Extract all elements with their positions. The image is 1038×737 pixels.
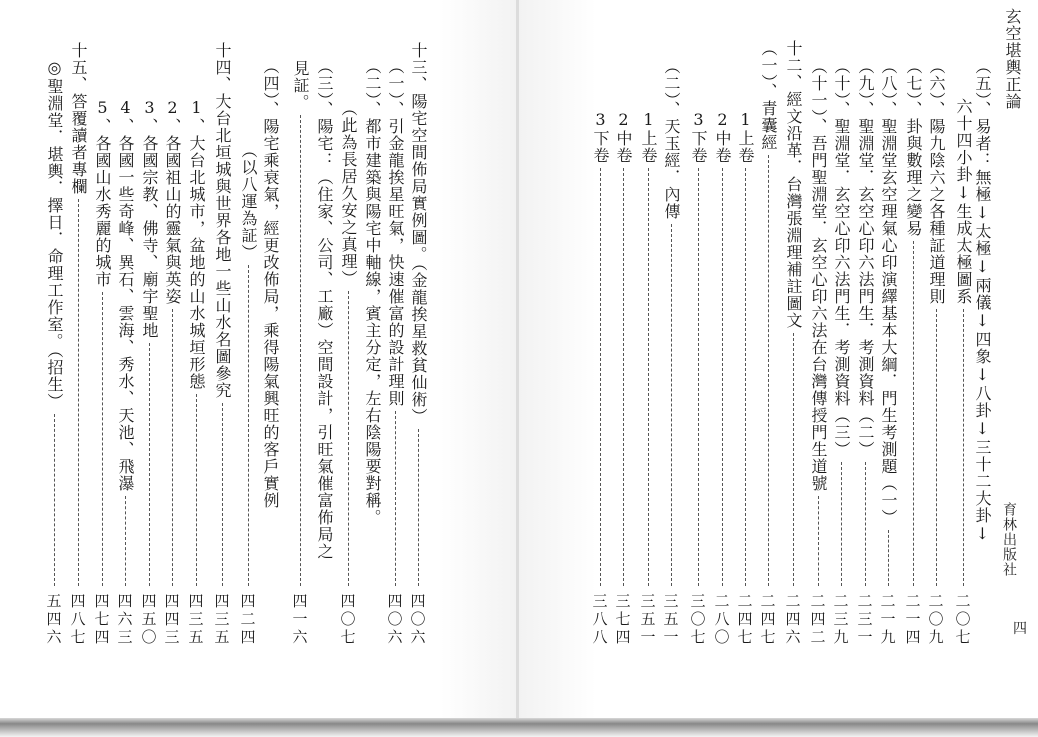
right-entry-14 <box>663 58 679 220</box>
left-entry-10 <box>188 98 204 390</box>
entry-title: 十二、經文沿革．台灣張淵理補註圖文 <box>784 40 803 329</box>
entry-title: 十五、答覆讀者專欄 <box>69 42 88 195</box>
left-entry-9 <box>214 42 230 399</box>
page-number: 三 〇 七 <box>690 592 706 646</box>
leader-dots <box>125 496 126 586</box>
leader-dots <box>196 394 197 586</box>
page-number: 四 五 〇 <box>141 592 157 646</box>
page-number: 四 二 四 <box>240 592 256 646</box>
entry-title: 十四、大台北垣城與世界各地一些山水名圖參究 <box>213 42 232 399</box>
entry-title: （五）、易者：無極↓太極↓兩儀↓四象↓八卦↓三十二大卦↓ <box>973 58 992 544</box>
leader-dots <box>865 462 866 586</box>
leader-dots <box>78 199 79 586</box>
entry-title: 5、各國山水秀麗的城市 <box>93 98 112 288</box>
right-entry-4 <box>905 58 921 237</box>
page-number: 四 七 四 <box>94 592 110 646</box>
leader-dots <box>648 168 649 586</box>
entry-title: ◎聖淵堂．堪輿．擇日．命理工作室。（招生） <box>45 58 64 410</box>
entry-title: 4、各國一些奇峰、異石、雲海、秀水、天池、飛瀑 <box>116 98 135 492</box>
book-title: 玄空堪輿正論 <box>1003 8 1022 110</box>
leader-dots <box>395 411 396 586</box>
left-entry-16 <box>46 58 62 410</box>
page-number: 二 三 一 <box>857 592 873 646</box>
page-number: 四 一 六 <box>292 592 308 646</box>
entry-title: （二）、都市建築與陽宅中軸線，賓主分定，左右陰陽要對稱。 <box>363 58 382 526</box>
entry-title: 見証。 <box>291 60 310 111</box>
entry-title: （三）、陽宅：（住家、公司、工廠）空間設計，引旺氣催富佈局之 <box>315 58 334 560</box>
page-number: 二 〇 九 <box>928 592 944 646</box>
right-entry-8 <box>810 58 826 492</box>
page-number: 四 四 三 <box>164 592 180 646</box>
leader-dots <box>300 115 301 586</box>
left-entry-15 <box>70 42 86 195</box>
page-number: 四 〇 七 <box>340 592 356 646</box>
entry-title: （一）、引金龍挨星旺氣，快速催富的設計理則 <box>386 58 405 407</box>
left-entry-2 <box>387 58 403 407</box>
entry-title: （以八運為証） <box>239 142 258 261</box>
right-entry-11 <box>737 110 753 164</box>
left-entry-13 <box>117 98 133 492</box>
entry-title: （二）、天玉經．內傳 <box>662 58 681 220</box>
entry-title: 3、各國宗教、佛寺、廟宇聖地 <box>140 98 159 339</box>
leader-dots <box>936 309 937 586</box>
left-entry-14 <box>94 98 110 288</box>
leader-dots <box>963 309 964 586</box>
page-number: 二 四 七 <box>760 592 776 646</box>
leader-dots <box>600 168 601 586</box>
left-entry-4 <box>340 100 356 287</box>
right-entry-6 <box>857 58 873 458</box>
page-number: 四 〇 六 <box>410 592 426 646</box>
leader-dots <box>671 224 672 586</box>
entry-title: （四）、陽宅乘衰氣，經更改佈局，乘得陽氣興旺的客戶實例 <box>261 58 280 509</box>
leader-dots <box>913 241 914 586</box>
entry-title: （此為長居久安之真理） <box>339 100 358 287</box>
page-number: 二 三 九 <box>833 592 849 646</box>
leader-dots <box>102 292 103 586</box>
leader-dots <box>698 168 699 586</box>
right-entry-10 <box>760 40 776 151</box>
left-entry-1 <box>410 42 426 425</box>
right-entry-9 <box>785 40 801 329</box>
book-gutter <box>516 0 519 737</box>
page-number: 四 三 五 <box>188 592 204 646</box>
leader-dots <box>149 343 150 586</box>
page-number: 二 一 九 <box>880 592 896 646</box>
page-number: 四 三 五 <box>214 592 230 646</box>
left-entry-5 <box>316 58 332 560</box>
right-entry-2 <box>955 98 971 305</box>
right-entry-5 <box>880 58 896 526</box>
right-entry-15 <box>640 110 656 164</box>
leader-dots <box>841 462 842 586</box>
page-number: 二 八 〇 <box>714 592 730 646</box>
leader-dots <box>418 429 419 586</box>
right-entry-13 <box>690 110 706 164</box>
entry-title: 1上卷 <box>639 110 658 164</box>
left-entry-12 <box>141 98 157 339</box>
entry-title: 2中卷 <box>614 110 633 164</box>
right-entry-12 <box>714 110 730 164</box>
entry-title: （八）、聖淵堂玄空理氣心印演繹基本大綱．門生考測題（一） <box>879 58 898 526</box>
page-number: 三 七 四 <box>615 592 631 646</box>
page-number: 二 四 七 <box>737 592 753 646</box>
page-number: 四 六 三 <box>117 592 133 646</box>
publisher-name: 育林出版社 <box>1001 502 1017 577</box>
right-entry-16 <box>615 110 631 164</box>
right-entry-3 <box>928 58 944 305</box>
left-entry-3 <box>364 58 380 526</box>
entry-title: 2中卷 <box>713 110 732 164</box>
left-entry-11 <box>164 98 180 305</box>
left-entry-6 <box>292 60 308 111</box>
right-entry-7 <box>833 58 849 458</box>
page-bottom-edge <box>0 718 1038 737</box>
right-entry-1 <box>974 58 990 544</box>
entry-title: （十一）、吾門聖淵堂．玄空心印六法在台灣傳授門生道號 <box>809 58 828 492</box>
entry-title: 3下卷 <box>689 110 708 164</box>
left-entry-7 <box>262 58 278 509</box>
entry-title: 六十四小卦↓生成太極圖系 <box>954 98 973 305</box>
page-number: 四 八 七 <box>70 592 86 646</box>
page-number: 三 八 八 <box>592 592 608 646</box>
leader-dots <box>722 168 723 586</box>
page-number: 二 〇 七 <box>955 592 971 646</box>
leader-dots <box>54 414 55 586</box>
entry-title: 1、大台北城市，盆地的山水城垣形態 <box>187 98 206 390</box>
page-number: 三 五 一 <box>663 592 679 646</box>
leader-dots <box>623 168 624 586</box>
entry-title: （一）、青囊經 <box>759 40 778 151</box>
leader-dots <box>248 265 249 586</box>
entry-title: （十）、聖淵堂．玄空心印六法門生．考測資料（三） <box>832 58 851 458</box>
entry-title: （七）、卦與數理之變易 <box>904 58 923 237</box>
leader-dots <box>888 530 889 586</box>
entry-title: （六）、陽九陰六之各種証道理則 <box>927 58 946 305</box>
page-number: 二 四 六 <box>785 592 801 646</box>
left-entry-8 <box>240 142 256 261</box>
entry-title: 2、各國祖山的靈氣與英姿 <box>163 98 182 305</box>
entry-title: 1上卷 <box>736 110 755 164</box>
entry-title: 3下卷 <box>591 110 610 164</box>
leader-dots <box>348 291 349 586</box>
leader-dots <box>745 168 746 586</box>
leader-dots <box>768 155 769 586</box>
leader-dots <box>793 333 794 586</box>
page-folio: 四 <box>1013 621 1027 637</box>
page-number: 四 〇 六 <box>387 592 403 646</box>
entry-title: （九）、聖淵堂．玄空心印六法門生．考測資料（二） <box>856 58 875 458</box>
page-number: 二 一 四 <box>905 592 921 646</box>
leader-dots <box>818 496 819 586</box>
leader-dots <box>172 309 173 586</box>
page-number: 二 四 二 <box>810 592 826 646</box>
page-number: 五 四 六 <box>46 592 62 646</box>
page-number: 三 五 一 <box>640 592 656 646</box>
right-entry-17 <box>592 110 608 164</box>
entry-title: 十三、陽宅空間佈局實例圖。（金龍挨星救貧仙術） <box>409 42 428 425</box>
leader-dots <box>222 403 223 586</box>
